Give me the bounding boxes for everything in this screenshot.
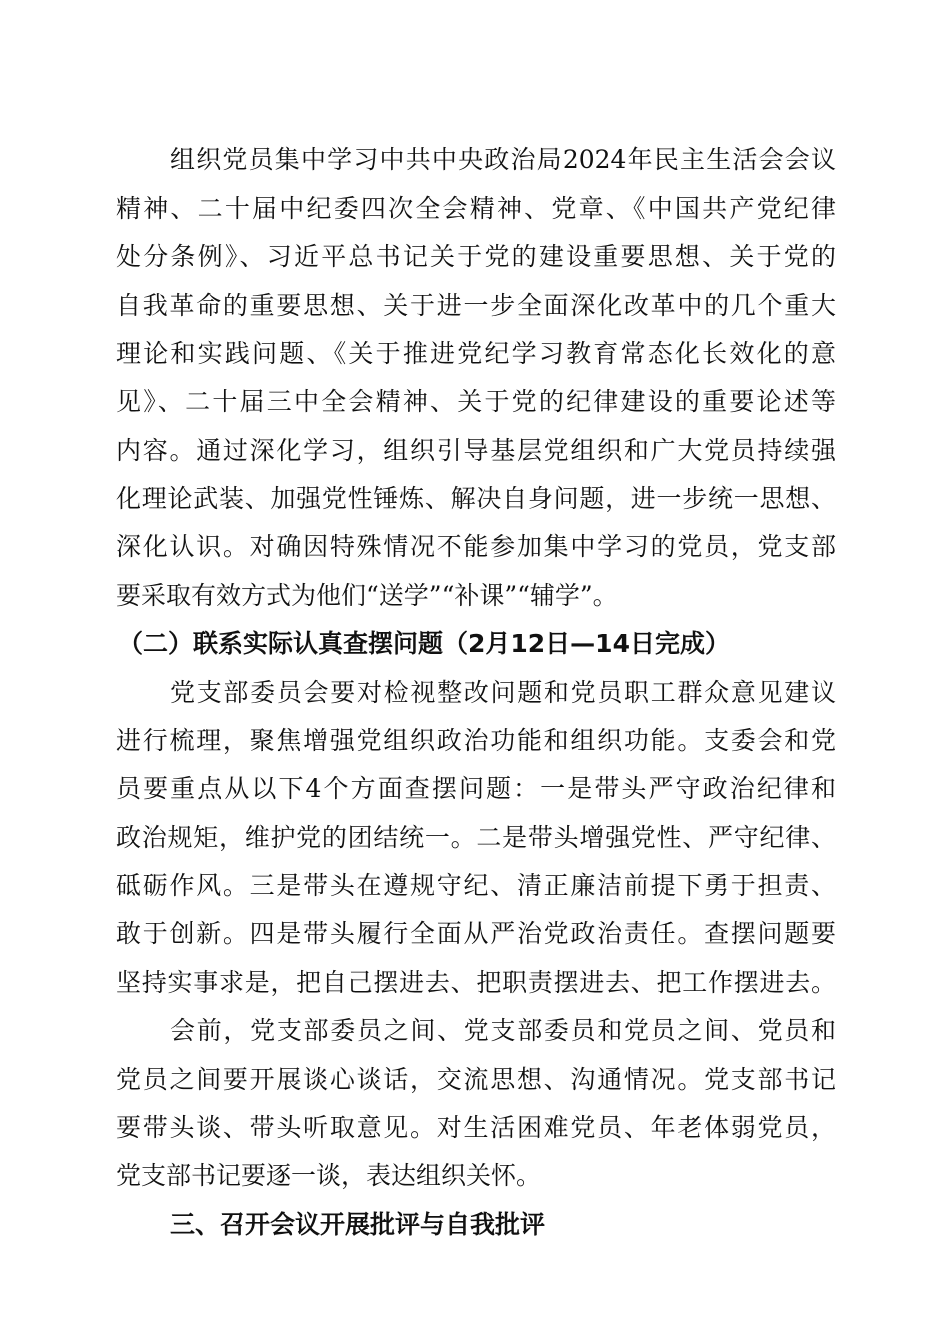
paragraph-line: 组织党员集中学习中共中央政治局2024年民主生活会会议	[170, 145, 836, 174]
paragraph-line: 见》、二十届三中全会精神、关于党的纪律建设的重要论述等	[116, 387, 836, 416]
paragraph-line: 坚持实事求是，把自己摆进去、把职责摆进去、把工作摆进去。	[116, 968, 836, 997]
paragraph-line: 会前，党支部委员之间、党支部委员和党员之间、党员和	[170, 1016, 836, 1045]
paragraph-line: 政治规矩，维护党的团结统一。二是带头增强党性、严守纪律、	[116, 823, 836, 852]
paragraph-line: 自我革命的重要思想、关于进一步全面深化改革中的几个重大	[116, 291, 836, 320]
paragraph-line: 内容。通过深化学习，组织引导基层党组织和广大党员持续强	[116, 436, 836, 465]
paragraph-line: 党支部委员会要对检视整改问题和党员职工群众意见建议	[170, 678, 836, 707]
section-heading-3: 三、召开会议开展批评与自我批评	[170, 1210, 546, 1239]
paragraph-line: 党员之间要开展谈心谈话，交流思想、沟通情况。党支部书记	[116, 1065, 836, 1094]
paragraph-line: 理论和实践问题、《关于推进党纪学习教育常态化长效化的意	[116, 339, 836, 368]
paragraph-line: 要带头谈、带头听取意见。对生活困难党员、年老体弱党员，	[116, 1113, 836, 1142]
paragraph-line: 进行梳理，聚焦增强党组织政治功能和组织功能。支委会和党	[116, 726, 836, 755]
paragraph-line: 党支部书记要逐一谈，表达组织关怀。	[116, 1161, 542, 1190]
paragraph-line: 化理论武装、加强党性锤炼、解决自身问题，进一步统一思想、	[116, 484, 836, 513]
paragraph-line: 要采取有效方式为他们“送学”“补课”“辅学”。	[116, 581, 618, 610]
paragraph-line: 敢于创新。四是带头履行全面从严治党政治责任。查摆问题要	[116, 919, 836, 948]
section-heading-2: （二）联系实际认真查摆问题（2月12日—14日完成）	[118, 629, 730, 658]
paragraph-line: 员要重点从以下4个方面查摆问题：一是带头严守政治纪律和	[116, 774, 836, 803]
paragraph-line: 砥砺作风。三是带头在遵规守纪、清正廉洁前提下勇于担责、	[116, 871, 836, 900]
paragraph-line: 深化认识。对确因特殊情况不能参加集中学习的党员，党支部	[116, 532, 836, 561]
paragraph-line: 处分条例》、习近平总书记关于党的建设重要思想、关于党的	[116, 242, 836, 271]
paragraph-line: 精神、二十届中纪委四次全会精神、党章、《中国共产党纪律	[116, 194, 836, 223]
